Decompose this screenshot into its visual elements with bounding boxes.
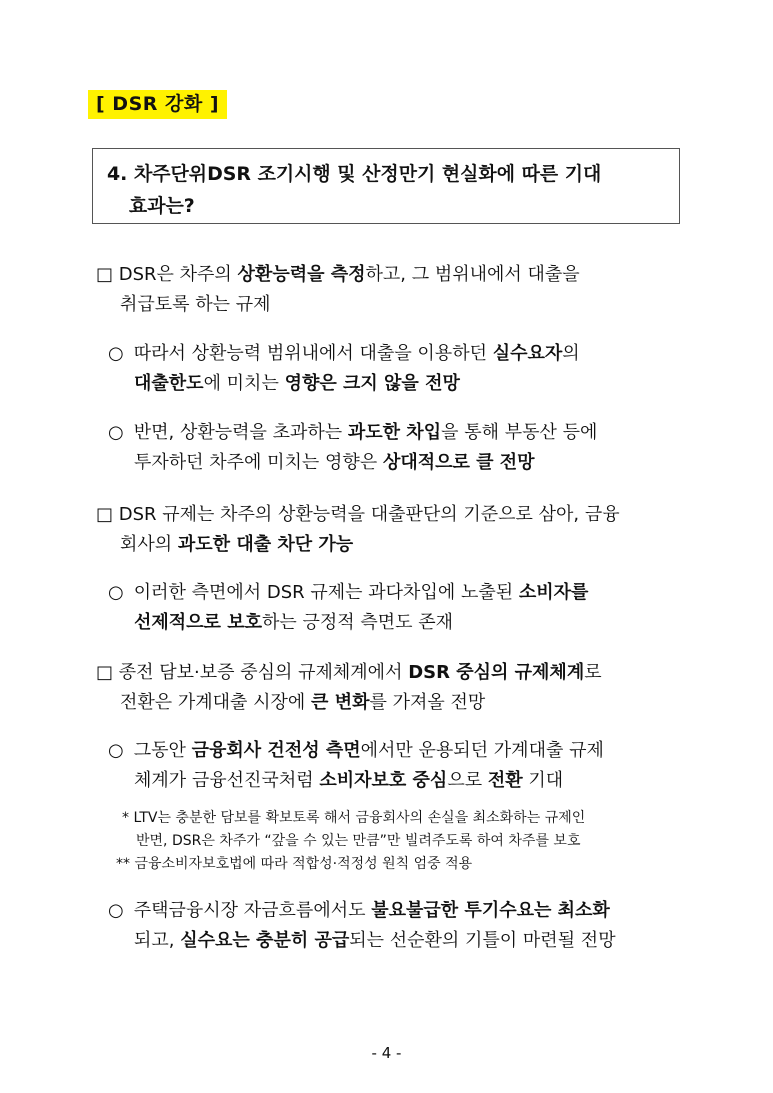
circle-bullet-icon: ○ [108, 900, 124, 921]
question-box [92, 148, 680, 224]
paragraph-1b-line-1: ○ 반면, 상환능력을 초과하는 과도한 차입을 통해 부동산 등에 [108, 420, 597, 446]
paragraph-2a-line-2: 선제적으로 보호하는 긍정적 측면도 존재 [134, 612, 454, 633]
paragraph-2-line-2: 회사의 과도한 대출 차단 가능 [120, 534, 354, 555]
paragraph-1-line-2: 취급토록 하는 규제 [120, 294, 271, 315]
footnote-2: ** 금융소비자보호법에 따라 적합성·적정성 원칙 엄중 적용 [116, 856, 473, 872]
question-line-1: 4. 차주단위DSR 조기시행 및 산정만기 현실화에 따른 기대 [107, 163, 602, 185]
paragraph-3b-line-1: ○ 주택금융시장 자금흐름에서도 불요불급한 투기수요는 최소화 [108, 898, 610, 924]
paragraph-1b-line-2: 투자하던 차주에 미치는 영향은 상대적으로 클 전망 [134, 452, 535, 473]
section-tag: [ DSR 강화 ] [88, 90, 227, 119]
page-number: - 4 - [371, 1044, 402, 1062]
paragraph-3a-line-2: 체계가 금융선진국처럼 소비자보호 중심으로 전환 기대 [134, 770, 564, 791]
box-bullet-icon: □ [96, 504, 114, 525]
footnote-1-line-2: 반면, DSR은 차주가 “갚을 수 있는 만큼”만 빌려주도록 하여 차주를 보호 [136, 833, 581, 849]
paragraph-3-line-1: □ 종전 담보·보증 중심의 규제체계에서 DSR 중심의 규제체계로 [96, 660, 602, 686]
footnote-1-line-1: * LTV는 충분한 담보를 확보토록 해서 금융회사의 손실을 최소화하는 규제인 [122, 810, 586, 826]
paragraph-3a-line-1: ○ 그동안 금융회사 건전성 측면에서만 운용되던 가계대출 규제 [108, 738, 604, 764]
paragraph-3b-line-2: 되고, 실수요는 충분히 공급되는 선순환의 기틀이 마련될 전망 [134, 930, 616, 951]
paragraph-2a-line-1: ○ 이러한 측면에서 DSR 규제는 과다차입에 노출된 소비자를 [108, 580, 588, 606]
circle-bullet-icon: ○ [108, 582, 124, 603]
circle-bullet-icon: ○ [108, 740, 124, 761]
paragraph-1a-line-2: 대출한도에 미치는 영향은 크지 않을 전망 [134, 373, 460, 394]
circle-bullet-icon: ○ [108, 422, 124, 443]
paragraph-3-line-2: 전환은 가계대출 시장에 큰 변화를 가져올 전망 [120, 692, 486, 713]
paragraph-2-line-1: □ DSR 규제는 차주의 상환능력을 대출판단의 기준으로 삼아, 금융 [96, 502, 620, 528]
box-bullet-icon: □ [96, 662, 114, 683]
paragraph-1-line-1: □ DSR은 차주의 상환능력을 측정하고, 그 범위내에서 대출을 [96, 262, 580, 288]
circle-bullet-icon: ○ [108, 343, 124, 364]
box-bullet-icon: □ [96, 264, 114, 285]
paragraph-1a-line-1: ○ 따라서 상환능력 범위내에서 대출을 이용하던 실수요자의 [108, 341, 580, 367]
question-line-2: 효과는? [128, 195, 195, 217]
